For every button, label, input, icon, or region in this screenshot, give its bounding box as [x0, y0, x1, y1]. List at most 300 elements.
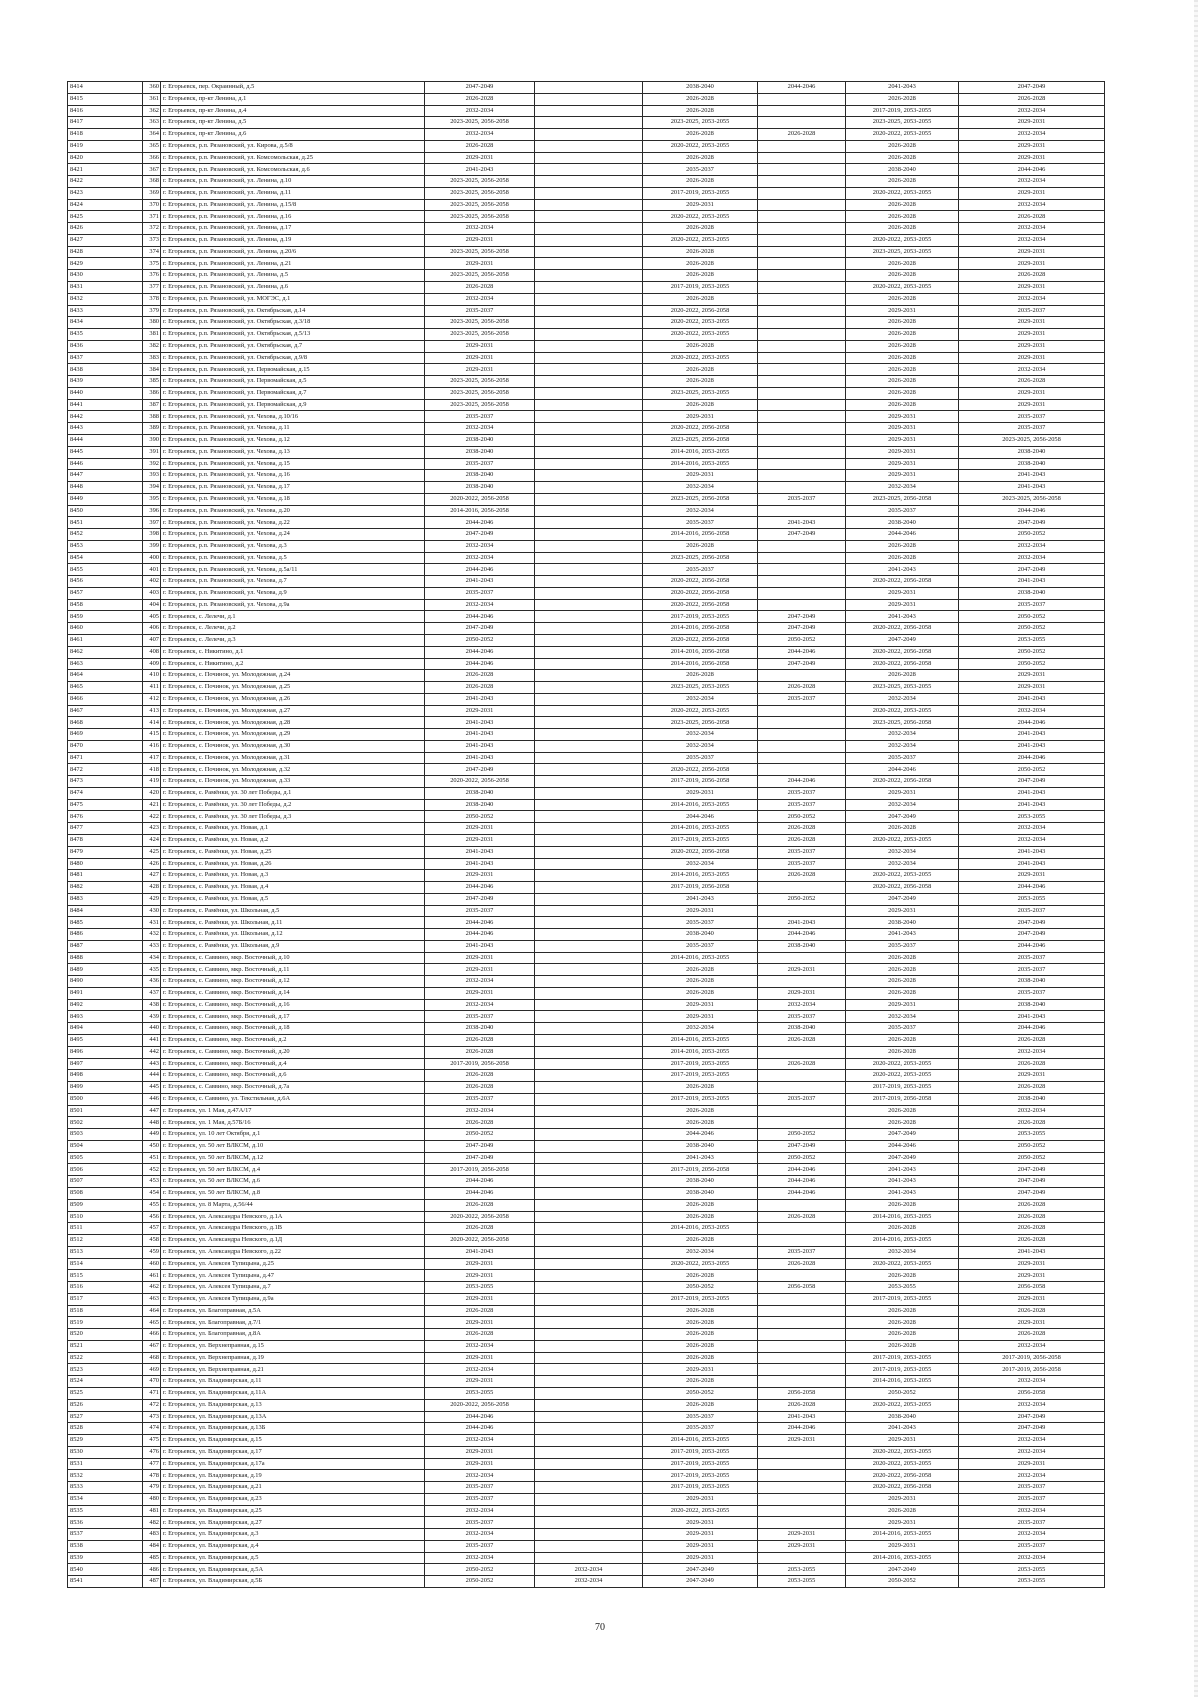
period-cell-6: 2029-2031 [959, 387, 1105, 399]
period-cell-2 [535, 1082, 643, 1094]
address-cell: г. Егорьевск, ул. 50 лет ВЛКСМ, д.6 [161, 1176, 425, 1188]
row-number-cell: 370 [143, 199, 161, 211]
period-cell-6: 2041-2043 [959, 787, 1105, 799]
row-id-cell: 8461 [68, 634, 143, 646]
period-cell-6: 2026-2028 [959, 1199, 1105, 1211]
period-cell-6: 2032-2034 [959, 1105, 1105, 1117]
address-cell: г. Егорьевск, с. Рамёнки, ул. 30 лет Победы, д.3 [161, 811, 425, 823]
period-cell-2 [535, 329, 643, 341]
period-cell-6: 2041-2043 [959, 576, 1105, 588]
period-cell-6: 2047-2049 [959, 1176, 1105, 1188]
period-cell-1: 2038-2040 [425, 470, 535, 482]
period-cell-5: 2047-2049 [846, 634, 959, 646]
period-cell-6: 2044-2046 [959, 717, 1105, 729]
period-cell-6: 2044-2046 [959, 752, 1105, 764]
row-id-cell: 8455 [68, 564, 143, 576]
period-cell-5: 2020-2022, 2056-2058 [846, 646, 959, 658]
table-row [68, 940, 1105, 952]
row-id-cell: 8426 [68, 223, 143, 235]
period-cell-5: 2026-2028 [846, 1199, 959, 1211]
period-cell-4: 2047-2049 [758, 529, 846, 541]
period-cell-5: 2026-2028 [846, 387, 959, 399]
period-cell-1: 2017-2019, 2056-2058 [425, 1164, 535, 1176]
table-row [68, 952, 1105, 964]
period-cell-3: 2023-2025, 2056-2058 [643, 434, 758, 446]
period-cell-6: 2032-2034 [959, 1470, 1105, 1482]
table-row [68, 799, 1105, 811]
address-cell: г. Егорьевск, р.п. Рязановский, ул. Чехова, д.17 [161, 482, 425, 494]
row-number-cell: 480 [143, 1493, 161, 1505]
period-cell-4 [758, 1482, 846, 1494]
address-cell: г. Егорьевск, с. Саввино, мкр. Восточный, д.7а [161, 1082, 425, 1094]
row-number-cell: 429 [143, 893, 161, 905]
row-number-cell: 428 [143, 882, 161, 894]
table-row [68, 905, 1105, 917]
period-cell-6: 2035-2037 [959, 305, 1105, 317]
period-cell-1: 2041-2043 [425, 717, 535, 729]
address-cell: г. Егорьевск, р.п. Рязановский, ул. Ленина, д.21 [161, 258, 425, 270]
table-row [68, 446, 1105, 458]
address-cell: г. Егорьевск, ул. 50 лет ВЛКСМ, д.8 [161, 1187, 425, 1199]
period-cell-2 [535, 682, 643, 694]
row-number-cell: 363 [143, 117, 161, 129]
period-cell-3: 2026-2028 [643, 670, 758, 682]
row-number-cell: 479 [143, 1482, 161, 1494]
address-cell: г. Егорьевск, ул. Владимирская, д.5А [161, 1564, 425, 1576]
period-cell-2 [535, 799, 643, 811]
row-number-cell: 449 [143, 1129, 161, 1141]
period-cell-2 [535, 1023, 643, 1035]
period-cell-4 [758, 446, 846, 458]
row-number-cell: 462 [143, 1282, 161, 1294]
period-cell-4 [758, 740, 846, 752]
period-cell-5: 2029-2031 [846, 787, 959, 799]
period-cell-6: 2047-2049 [959, 1187, 1105, 1199]
address-cell: г. Егорьевск, ул. Владимирская, д.13 [161, 1399, 425, 1411]
period-cell-3: 2020-2022, 2053-2055 [643, 1505, 758, 1517]
period-cell-5: 2026-2028 [846, 329, 959, 341]
period-cell-2 [535, 93, 643, 105]
table-row [68, 1152, 1105, 1164]
period-cell-6: 2038-2040 [959, 1093, 1105, 1105]
table-row [68, 1105, 1105, 1117]
period-cell-5: 2032-2034 [846, 482, 959, 494]
period-cell-3: 2032-2034 [643, 1023, 758, 1035]
period-cell-4: 2035-2037 [758, 787, 846, 799]
row-id-cell: 8523 [68, 1364, 143, 1376]
period-cell-5: 2050-2052 [846, 1576, 959, 1588]
period-cell-5: 2041-2043 [846, 611, 959, 623]
address-cell: г. Егорьевск, р.п. Рязановский, ул. Первомайская, д.15 [161, 364, 425, 376]
period-cell-5: 2023-2025, 2053-2055 [846, 246, 959, 258]
row-id-cell: 8510 [68, 1211, 143, 1223]
period-cell-2 [535, 1305, 643, 1317]
period-cell-6: 2026-2028 [959, 1329, 1105, 1341]
table-row [68, 1093, 1105, 1105]
period-cell-1: 2023-2025, 2056-2058 [425, 329, 535, 341]
period-cell-4 [758, 1199, 846, 1211]
table-row [68, 1529, 1105, 1541]
period-cell-4 [758, 717, 846, 729]
row-id-cell: 8535 [68, 1505, 143, 1517]
period-cell-6: 2032-2034 [959, 1046, 1105, 1058]
period-cell-1: 2032-2034 [425, 423, 535, 435]
row-number-cell: 447 [143, 1105, 161, 1117]
period-cell-3: 2014-2016, 2056-2058 [643, 658, 758, 670]
row-id-cell: 8522 [68, 1352, 143, 1364]
period-cell-6: 2056-2058 [959, 1387, 1105, 1399]
period-cell-2 [535, 376, 643, 388]
period-cell-2 [535, 764, 643, 776]
row-number-cell: 476 [143, 1446, 161, 1458]
period-cell-1: 2041-2043 [425, 1246, 535, 1258]
row-number-cell: 481 [143, 1505, 161, 1517]
address-cell: г. Егорьевск, с. Саввино, мкр. Восточный, д.18 [161, 1023, 425, 1035]
period-cell-1: 2026-2028 [425, 670, 535, 682]
period-cell-5: 2020-2022, 2053-2055 [846, 1399, 959, 1411]
period-cell-4 [758, 305, 846, 317]
period-cell-2 [535, 952, 643, 964]
row-number-cell: 439 [143, 1011, 161, 1023]
period-cell-3: 2020-2022, 2056-2058 [643, 423, 758, 435]
period-cell-2 [535, 1035, 643, 1047]
period-cell-1: 2041-2043 [425, 858, 535, 870]
period-cell-4: 2026-2028 [758, 682, 846, 694]
period-cell-6: 2050-2052 [959, 646, 1105, 658]
period-cell-5: 2026-2028 [846, 670, 959, 682]
period-cell-6: 2029-2031 [959, 870, 1105, 882]
period-cell-2 [535, 693, 643, 705]
period-cell-3: 2017-2019, 2056-2058 [643, 1164, 758, 1176]
period-cell-3: 2014-2016, 2053-2055 [643, 446, 758, 458]
table-row [68, 776, 1105, 788]
period-cell-2 [535, 211, 643, 223]
row-id-cell: 8529 [68, 1435, 143, 1447]
row-number-cell: 362 [143, 105, 161, 117]
address-cell: г. Егорьевск, с. Рамёнки, ул. Новая, д.3 [161, 870, 425, 882]
address-cell: г. Егорьевск, р.п. Рязановский, ул. Комсомольская, д.6 [161, 164, 425, 176]
period-cell-2 [535, 387, 643, 399]
period-cell-2 [535, 811, 643, 823]
row-id-cell: 8511 [68, 1223, 143, 1235]
period-cell-3: 2026-2028 [643, 1235, 758, 1247]
period-cell-3: 2020-2022, 2056-2058 [643, 576, 758, 588]
period-cell-5: 2044-2046 [846, 1140, 959, 1152]
period-cell-3: 2026-2028 [643, 976, 758, 988]
period-cell-4 [758, 1364, 846, 1376]
period-cell-3: 2026-2028 [643, 176, 758, 188]
period-cell-6: 2032-2034 [959, 1529, 1105, 1541]
period-cell-5: 2038-2040 [846, 517, 959, 529]
address-cell: г. Егорьевск, ул. Владимирская, д.5Б [161, 1576, 425, 1588]
period-cell-2 [535, 1270, 643, 1282]
period-cell-2 [535, 576, 643, 588]
period-cell-1: 2026-2028 [425, 1070, 535, 1082]
table-row [68, 352, 1105, 364]
period-cell-5: 2014-2016, 2053-2055 [846, 1529, 959, 1541]
table-body [68, 82, 1105, 1588]
period-cell-3: 2020-2022, 2056-2058 [643, 634, 758, 646]
period-cell-5: 2035-2037 [846, 752, 959, 764]
period-cell-3: 2047-2049 [643, 1564, 758, 1576]
row-id-cell: 8421 [68, 164, 143, 176]
row-number-cell: 473 [143, 1411, 161, 1423]
row-id-cell: 8472 [68, 764, 143, 776]
period-cell-1: 2032-2034 [425, 1470, 535, 1482]
period-cell-6: 2047-2049 [959, 1411, 1105, 1423]
address-cell: г. Егорьевск, ул. Александра Невского, д.1Д [161, 1235, 425, 1247]
table-row [68, 176, 1105, 188]
row-number-cell: 433 [143, 940, 161, 952]
row-number-cell: 453 [143, 1176, 161, 1188]
period-cell-2 [535, 129, 643, 141]
period-cell-4: 2044-2046 [758, 646, 846, 658]
period-cell-5: 2029-2031 [846, 434, 959, 446]
row-id-cell: 8513 [68, 1246, 143, 1258]
period-cell-2 [535, 446, 643, 458]
row-number-cell: 486 [143, 1564, 161, 1576]
period-cell-5: 2026-2028 [846, 270, 959, 282]
row-id-cell: 8490 [68, 976, 143, 988]
period-cell-6: 2029-2031 [959, 317, 1105, 329]
row-number-cell: 425 [143, 846, 161, 858]
period-cell-5: 2026-2028 [846, 1329, 959, 1341]
row-number-cell: 415 [143, 729, 161, 741]
period-cell-2 [535, 1493, 643, 1505]
period-cell-6: 2029-2031 [959, 1258, 1105, 1270]
period-cell-5: 2041-2043 [846, 929, 959, 941]
row-id-cell: 8525 [68, 1387, 143, 1399]
period-cell-6: 2053-2055 [959, 1564, 1105, 1576]
period-cell-3: 2026-2028 [643, 1352, 758, 1364]
period-cell-3: 2020-2022, 2056-2058 [643, 305, 758, 317]
row-number-cell: 377 [143, 282, 161, 294]
table-row [68, 611, 1105, 623]
period-cell-4: 2026-2028 [758, 823, 846, 835]
row-id-cell: 8517 [68, 1293, 143, 1305]
row-number-cell: 404 [143, 599, 161, 611]
period-cell-1: 2032-2034 [425, 105, 535, 117]
address-cell: г. Егорьевск, р.п. Рязановский, ул. МОГЭС, д.1 [161, 293, 425, 305]
table-row [68, 1082, 1105, 1094]
period-cell-6: 2026-2028 [959, 93, 1105, 105]
period-cell-4: 2056-2058 [758, 1282, 846, 1294]
period-cell-5: 2017-2019, 2053-2055 [846, 105, 959, 117]
period-cell-2 [535, 411, 643, 423]
row-number-cell: 400 [143, 552, 161, 564]
address-cell: г. Егорьевск, пр-кт Ленина, д.1 [161, 93, 425, 105]
period-cell-1: 2044-2046 [425, 1176, 535, 1188]
period-cell-5: 2020-2022, 2053-2055 [846, 234, 959, 246]
period-cell-6: 2032-2034 [959, 552, 1105, 564]
period-cell-5: 2029-2031 [846, 411, 959, 423]
period-cell-4 [758, 705, 846, 717]
row-id-cell: 8498 [68, 1070, 143, 1082]
period-cell-3: 2017-2019, 2056-2058 [643, 776, 758, 788]
period-cell-3: 2026-2028 [643, 1317, 758, 1329]
period-cell-5: 2041-2043 [846, 1423, 959, 1435]
row-number-cell: 382 [143, 340, 161, 352]
period-cell-5: 2026-2028 [846, 1505, 959, 1517]
period-cell-3: 2017-2019, 2053-2055 [643, 1446, 758, 1458]
period-cell-4 [758, 364, 846, 376]
row-number-cell: 431 [143, 917, 161, 929]
address-cell: г. Егорьевск, р.п. Рязановский, ул. Ленина, д.19 [161, 234, 425, 246]
row-id-cell: 8429 [68, 258, 143, 270]
period-cell-3: 2014-2016, 2053-2055 [643, 1435, 758, 1447]
period-cell-3: 2026-2028 [643, 364, 758, 376]
period-cell-1: 2029-2031 [425, 1446, 535, 1458]
period-cell-5: 2047-2049 [846, 1129, 959, 1141]
period-cell-6: 2029-2031 [959, 329, 1105, 341]
period-cell-6: 2047-2049 [959, 917, 1105, 929]
period-cell-4: 2035-2037 [758, 693, 846, 705]
address-cell: г. Егорьевск, ул. Благоправная, д.5А [161, 1305, 425, 1317]
address-cell: г. Егорьевск, р.п. Рязановский, ул. Октябрьская, д.14 [161, 305, 425, 317]
row-id-cell: 8476 [68, 811, 143, 823]
row-number-cell: 417 [143, 752, 161, 764]
row-id-cell: 8507 [68, 1176, 143, 1188]
period-cell-1: 2050-2052 [425, 1129, 535, 1141]
period-cell-3: 2026-2028 [643, 293, 758, 305]
row-number-cell: 461 [143, 1270, 161, 1282]
period-cell-5: 2029-2031 [846, 1435, 959, 1447]
table-row [68, 529, 1105, 541]
table-row [68, 376, 1105, 388]
table-row [68, 411, 1105, 423]
period-cell-4 [758, 552, 846, 564]
row-number-cell: 385 [143, 376, 161, 388]
period-cell-6: 2029-2031 [959, 340, 1105, 352]
period-cell-6: 2035-2037 [959, 1482, 1105, 1494]
period-cell-6: 2017-2019, 2056-2058 [959, 1352, 1105, 1364]
period-cell-5: 2026-2028 [846, 552, 959, 564]
period-cell-6: 2041-2043 [959, 482, 1105, 494]
period-cell-6: 2041-2043 [959, 799, 1105, 811]
row-id-cell: 8428 [68, 246, 143, 258]
period-cell-1: 2041-2043 [425, 752, 535, 764]
period-cell-2 [535, 740, 643, 752]
period-cell-5: 2017-2019, 2053-2055 [846, 1352, 959, 1364]
period-cell-1: 2053-2055 [425, 1282, 535, 1294]
period-cell-3: 2029-2031 [643, 199, 758, 211]
period-cell-4: 2047-2049 [758, 658, 846, 670]
period-cell-1: 2044-2046 [425, 1187, 535, 1199]
table-row [68, 164, 1105, 176]
table-row [68, 752, 1105, 764]
table-row [68, 1576, 1105, 1588]
period-cell-5: 2020-2022, 2056-2058 [846, 576, 959, 588]
period-cell-2 [535, 140, 643, 152]
row-number-cell: 394 [143, 482, 161, 494]
period-cell-5: 2026-2028 [846, 223, 959, 235]
period-cell-4: 2026-2028 [758, 870, 846, 882]
period-cell-6: 2026-2028 [959, 1211, 1105, 1223]
address-cell: г. Егорьевск, пр-кт Ленина, д.6 [161, 129, 425, 141]
period-cell-4: 2044-2046 [758, 929, 846, 941]
row-number-cell: 407 [143, 634, 161, 646]
period-cell-4 [758, 1376, 846, 1388]
row-id-cell: 8425 [68, 211, 143, 223]
row-id-cell: 8445 [68, 446, 143, 458]
row-number-cell: 442 [143, 1046, 161, 1058]
period-cell-4: 2050-2052 [758, 1129, 846, 1141]
table-row [68, 140, 1105, 152]
row-id-cell: 8420 [68, 152, 143, 164]
period-cell-5: 2026-2028 [846, 1035, 959, 1047]
row-id-cell: 8494 [68, 1023, 143, 1035]
period-cell-1: 2029-2031 [425, 1458, 535, 1470]
period-cell-6: 2032-2034 [959, 223, 1105, 235]
period-cell-2 [535, 1340, 643, 1352]
table-row [68, 187, 1105, 199]
period-cell-6: 2047-2049 [959, 929, 1105, 941]
period-cell-4 [758, 352, 846, 364]
period-cell-5: 2029-2031 [846, 446, 959, 458]
address-cell: г. Егорьевск, ул. 1 Мая, д.57Б/16 [161, 1117, 425, 1129]
row-id-cell: 8432 [68, 293, 143, 305]
period-cell-4 [758, 317, 846, 329]
period-cell-4: 2029-2031 [758, 1435, 846, 1447]
period-cell-2 [535, 1517, 643, 1529]
row-number-cell: 410 [143, 670, 161, 682]
period-cell-6: 2029-2031 [959, 140, 1105, 152]
period-cell-6: 2056-2058 [959, 1282, 1105, 1294]
period-cell-1: 2023-2025, 2056-2058 [425, 176, 535, 188]
address-cell: г. Егорьевск, с. Саввино, ул. Текстильная, д.6А [161, 1093, 425, 1105]
address-cell: г. Егорьевск, ул. Владимирская, д.27 [161, 1517, 425, 1529]
period-cell-3: 2017-2019, 2053-2055 [643, 1293, 758, 1305]
period-cell-5: 2017-2019, 2056-2058 [846, 1093, 959, 1105]
period-cell-4 [758, 1458, 846, 1470]
period-cell-6: 2032-2034 [959, 540, 1105, 552]
period-cell-3: 2023-2025, 2056-2058 [643, 493, 758, 505]
row-number-cell: 448 [143, 1117, 161, 1129]
table-row [68, 1352, 1105, 1364]
period-cell-3: 2029-2031 [643, 411, 758, 423]
row-number-cell: 437 [143, 987, 161, 999]
table-row [68, 976, 1105, 988]
period-cell-1: 2044-2046 [425, 517, 535, 529]
address-cell: г. Егорьевск, с. Починок, ул. Молодежная, д.28 [161, 717, 425, 729]
period-cell-3: 2020-2022, 2056-2058 [643, 587, 758, 599]
period-cell-4: 2032-2034 [758, 999, 846, 1011]
row-id-cell: 8431 [68, 282, 143, 294]
table-row [68, 364, 1105, 376]
period-cell-2 [535, 1411, 643, 1423]
address-cell: г. Егорьевск, ул. Александра Невского, д.1А [161, 1211, 425, 1223]
table-row [68, 858, 1105, 870]
row-number-cell: 482 [143, 1517, 161, 1529]
period-cell-2 [535, 599, 643, 611]
period-cell-4: 2035-2037 [758, 1246, 846, 1258]
period-cell-6: 2026-2028 [959, 1082, 1105, 1094]
period-cell-4: 2035-2037 [758, 1093, 846, 1105]
period-cell-3: 2014-2016, 2053-2055 [643, 799, 758, 811]
address-cell: г. Егорьевск, с. Рамёнки, ул. Новая, д.4 [161, 882, 425, 894]
period-cell-6: 2032-2034 [959, 129, 1105, 141]
period-cell-2 [535, 1282, 643, 1294]
row-number-cell: 434 [143, 952, 161, 964]
period-cell-6: 2041-2043 [959, 740, 1105, 752]
address-cell: г. Егорьевск, р.п. Рязановский, ул. Ленина, д.6 [161, 282, 425, 294]
address-cell: г. Егорьевск, ул. Верхнеправная, д.19 [161, 1352, 425, 1364]
period-cell-2 [535, 717, 643, 729]
period-cell-2 [535, 258, 643, 270]
address-cell: г. Егорьевск, ул. 1 Мая, д.47А/17 [161, 1105, 425, 1117]
period-cell-3: 2038-2040 [643, 1176, 758, 1188]
period-cell-4: 2047-2049 [758, 1140, 846, 1152]
